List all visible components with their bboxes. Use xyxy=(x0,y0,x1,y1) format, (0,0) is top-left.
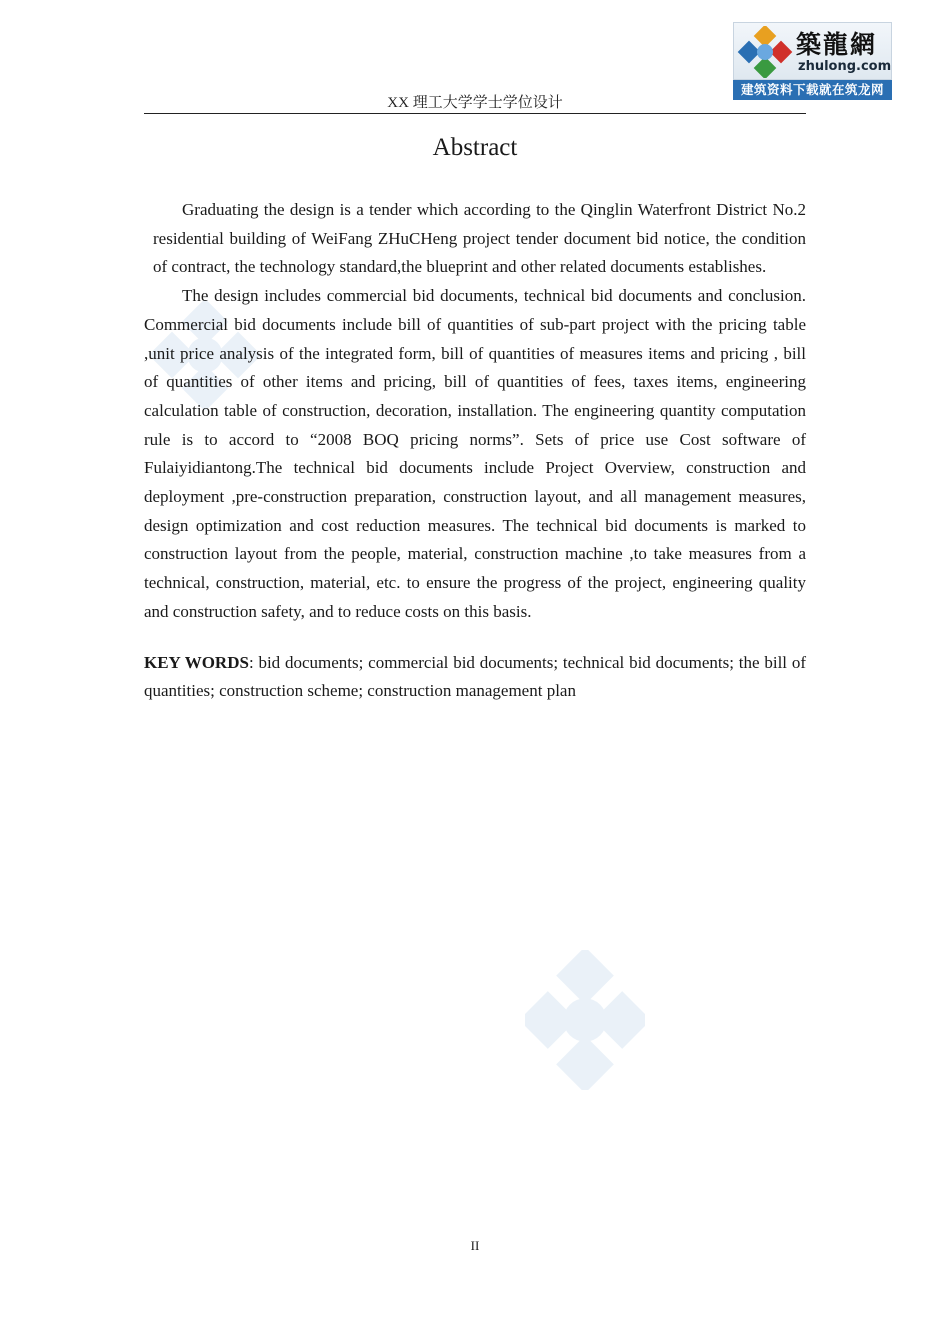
header-divider xyxy=(144,113,806,114)
logo-slogan: 建筑资料下载就在筑龙网 xyxy=(733,80,892,100)
page-number: II xyxy=(470,1238,480,1253)
keywords xyxy=(144,649,806,706)
logo-domain: zhulong.com xyxy=(798,59,892,74)
page-title: Abstract xyxy=(432,134,518,161)
zhulong-logo xyxy=(733,22,892,100)
logo-top-panel xyxy=(733,22,892,80)
zhulong-flower-icon xyxy=(737,26,793,78)
page-header: XX 理工大学学士学位设计 xyxy=(387,95,563,111)
logo-name-cn: 築龍網 xyxy=(796,30,878,59)
keywords-text: : bid documents; commercial bid documents; technical bid documents; the bill of quantities; construction scheme; construction management plan xyxy=(144,652,806,701)
abstract-paragraph-1: Graduating the design is a tender which according to the Qinglin Waterfront District No.2 residential building of WeiFang ZHuCHeng project tender document bid notice, the condition of contract, the technology standard,the blueprint and other related documents establishes. xyxy=(153,200,806,277)
keywords-label: KEY WORDS xyxy=(144,652,249,672)
abstract-paragraph-2: The design includes commercial bid documents, technical bid documents and conclusion. Commercial bid documents include bill of quantities of sub-part project with the pricing table ,unit price analysis of the integrated form, bill of quantities of measures items and pricing , bill of quantities of other items and pricing, bill of quantities of fees, taxes items, engineering calculation table of construction, decoration, installation. The engineering quantity computation rule is to accord to “2008 BOQ pricing norms”. Sets of price use Cost software of Fulaiyidiantong.The technical bid documents include Project Overview, construction and deployment ,pre-construction preparation, construction layout, and all management measures, design optimization and cost reduction measures. The technical bid documents is marked to construction layout from the people, material, construction machine ,to take measures from a technical, construction, material, etc. to ensure the progress of the project, engineering quality and construction safety, and to reduce costs on this basis. xyxy=(144,286,806,621)
abstract-body xyxy=(144,196,806,706)
watermark-flower-icon xyxy=(525,950,645,1090)
